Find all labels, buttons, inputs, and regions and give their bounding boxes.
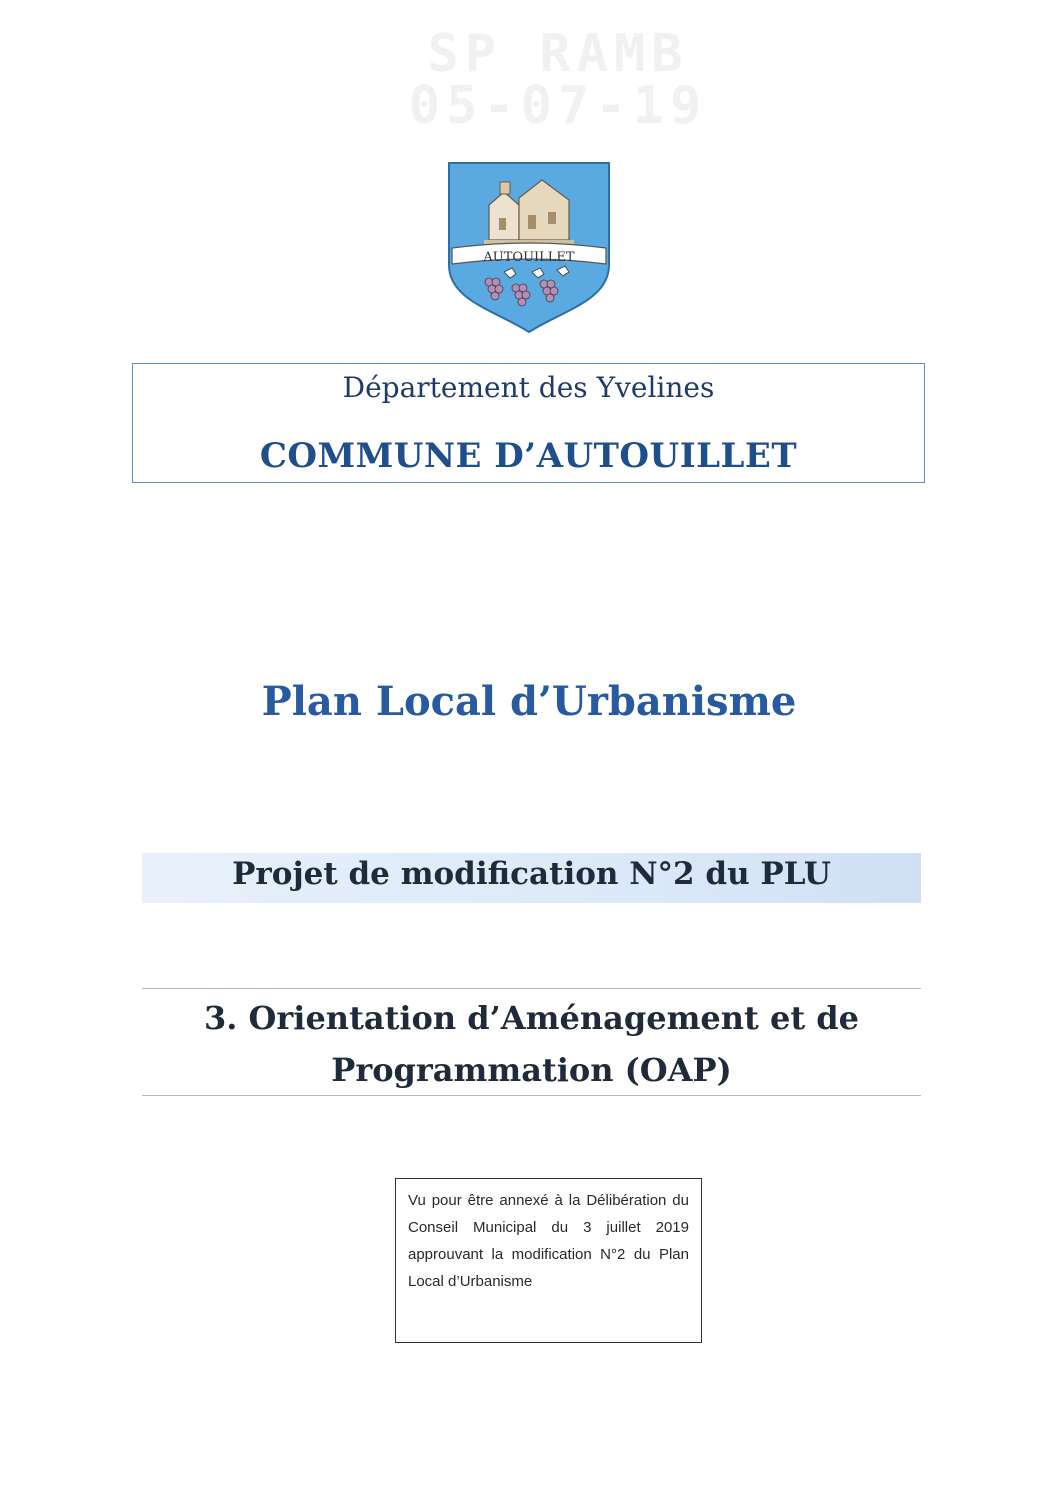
municipal-crest-icon (444, 160, 614, 335)
crest-banner-text: AUTOUILLET (483, 250, 575, 265)
header-box (132, 363, 925, 483)
stamp-line-2: 05-07-19 (408, 76, 708, 136)
project-band (142, 853, 921, 903)
stamp-line-1: SP RAMB (427, 24, 689, 84)
annex-note-text: Vu pour être annexé à la Délibération du Conseil Municipal du 3 juillet 2019 approuvant la modification N°2 du Plan Local d’Urbanisme (408, 1192, 689, 1290)
divider-top (142, 988, 921, 989)
section-title-line-1: 3. Orientation d’Aménagement et de (204, 999, 859, 1037)
divider-bottom (142, 1095, 921, 1096)
reception-stamp (408, 24, 708, 136)
commune-name: COMMUNE D’AUTOUILLET (259, 436, 798, 476)
section-title (142, 992, 921, 1096)
annex-note (395, 1178, 702, 1343)
department-name: Département des Yvelines (342, 371, 715, 404)
project-title: Projet de modification N°2 du PLU (232, 856, 831, 892)
document-title: Plan Local d’Urbanisme (261, 678, 797, 725)
section-title-line-2: Programmation (OAP) (331, 1051, 732, 1089)
